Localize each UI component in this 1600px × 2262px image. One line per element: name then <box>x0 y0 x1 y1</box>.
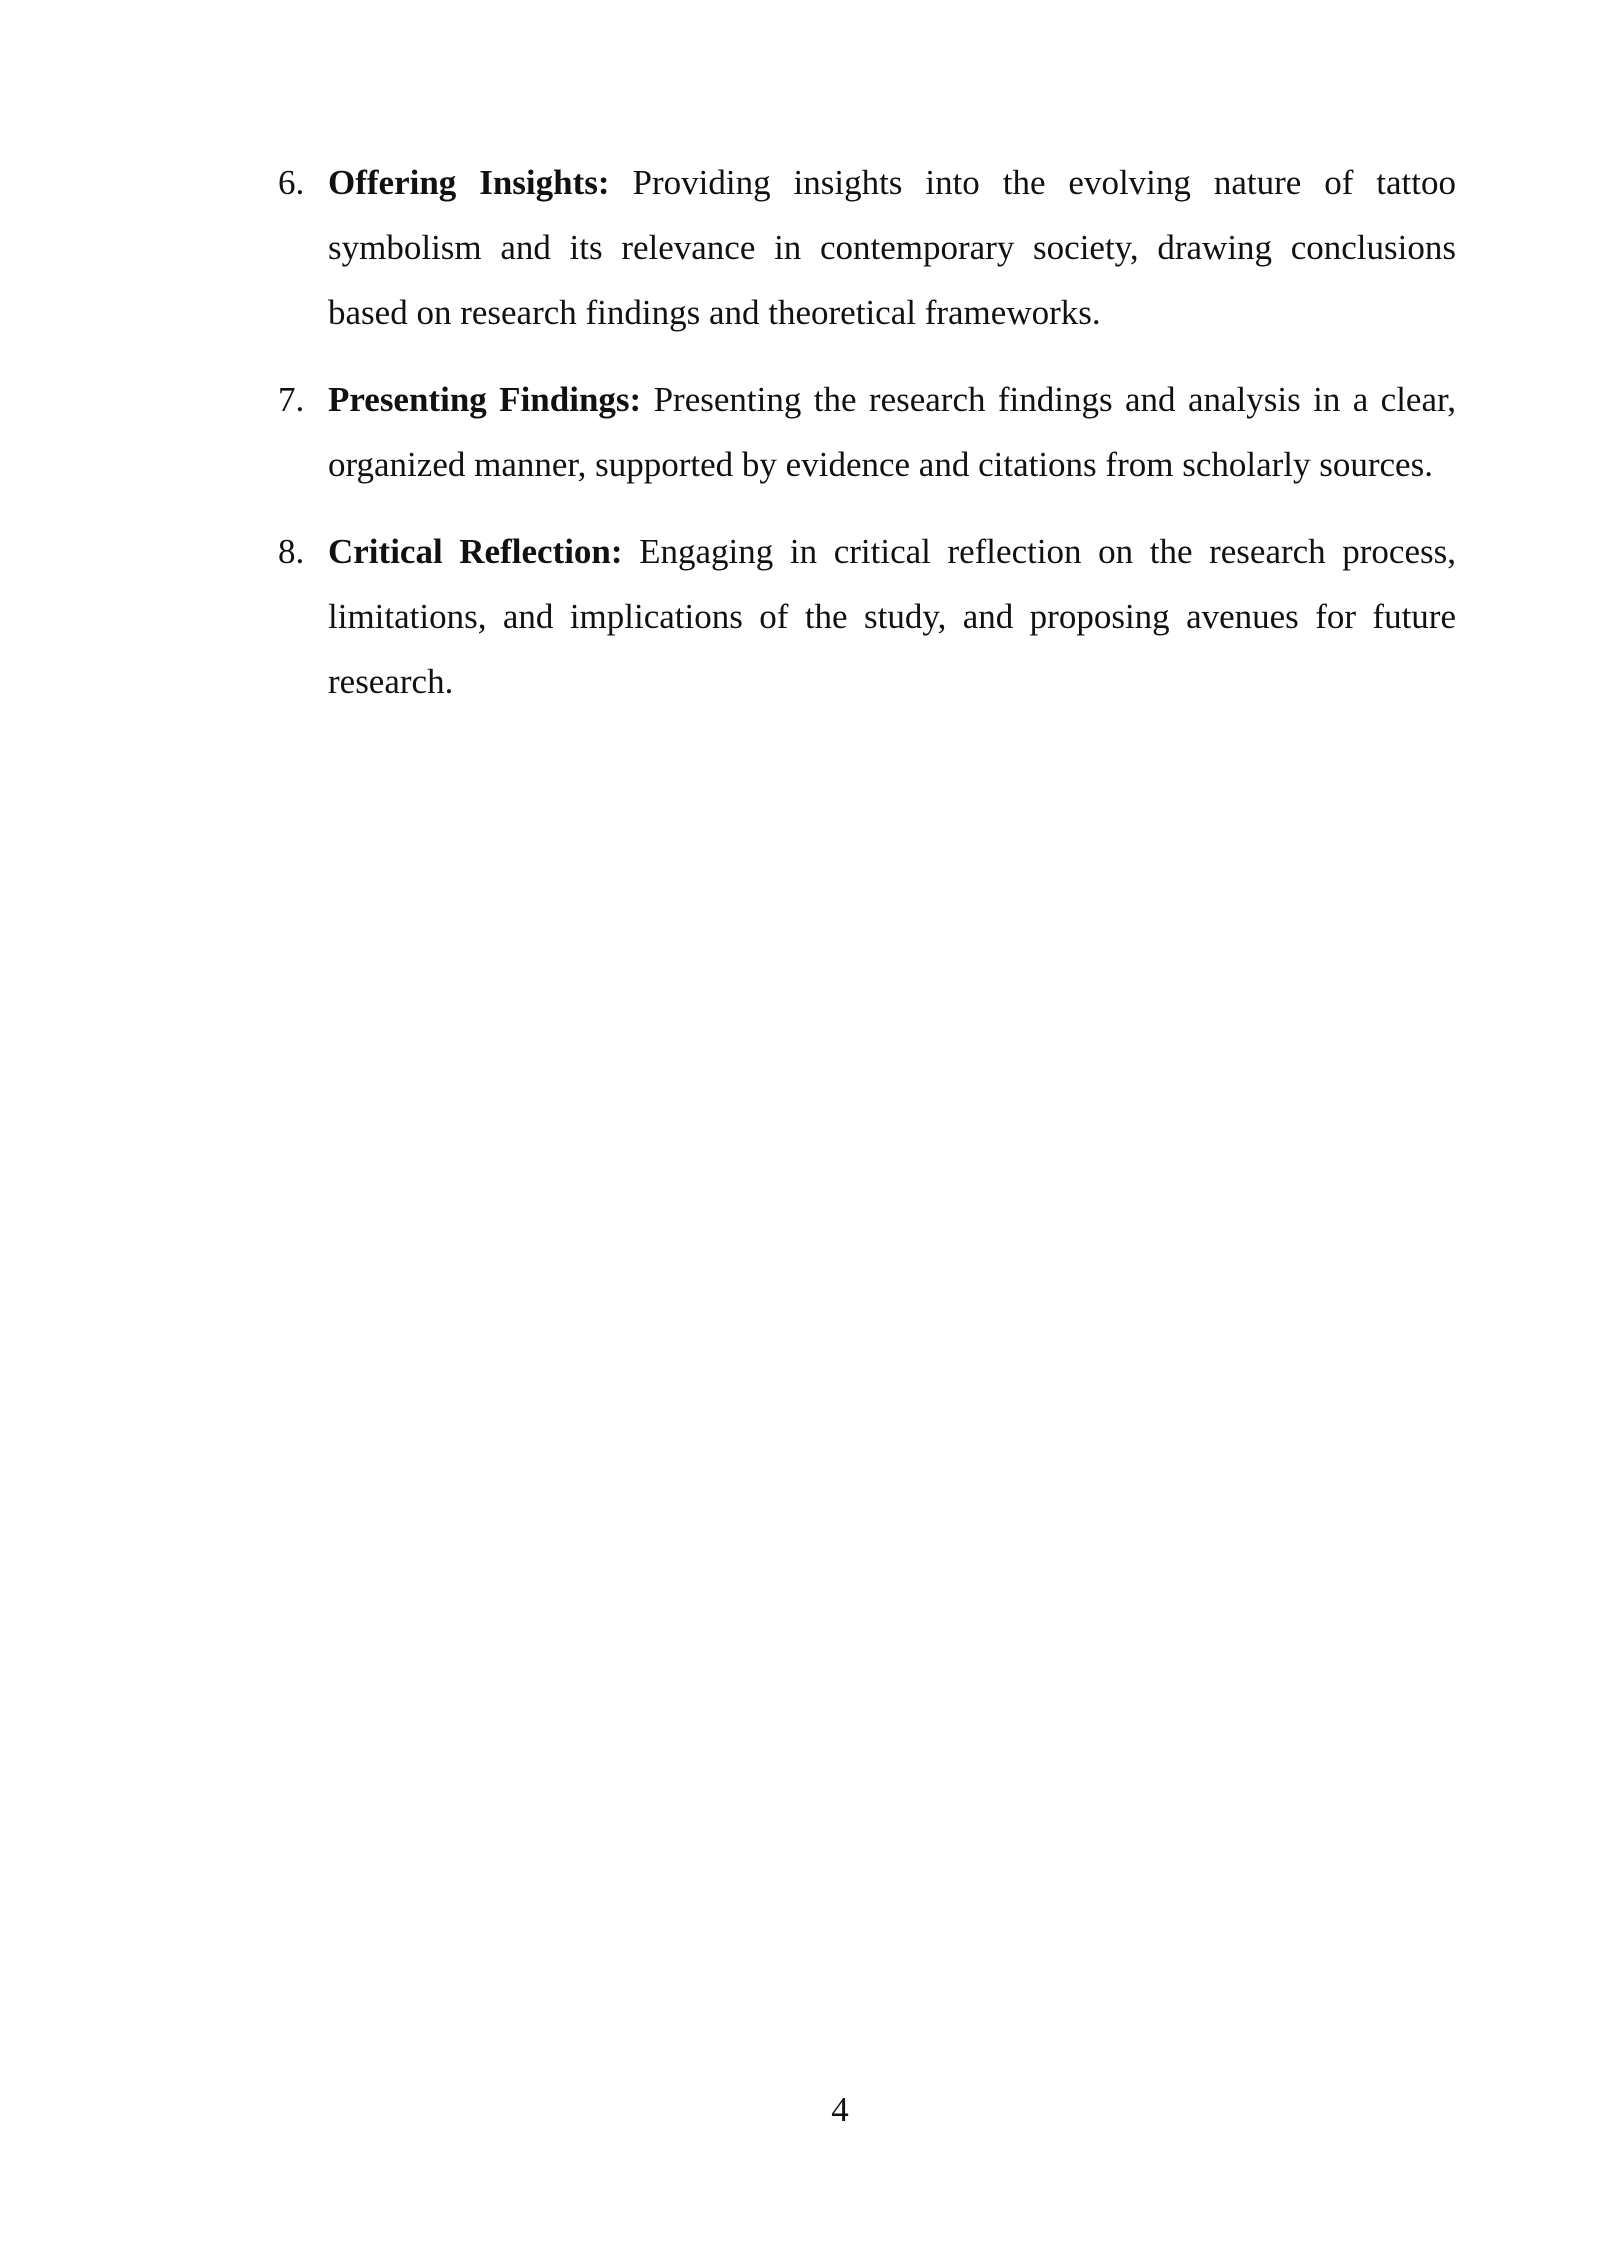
list-item-heading: Critical Reflection: <box>328 532 640 571</box>
list-item-number: 8. <box>278 532 305 571</box>
list-item-text: Engaging in critical reflection on the research process, limitations, and implications of the study, and proposing avenues for future research. <box>328 532 1456 701</box>
list-item-heading: Presenting Findings: <box>328 380 654 419</box>
list-item <box>278 367 1456 497</box>
numbered-list <box>278 150 1456 736</box>
list-item-number: 6. <box>278 163 305 202</box>
list-item <box>278 519 1456 714</box>
list-item <box>278 150 1456 345</box>
list-item-heading: Offering Insights: <box>328 163 633 202</box>
list-item-text: Providing insights into the evolving nature of tattoo symbolism and its relevance in contemporary society, drawing conclusions based on research findings and theoretical frameworks. <box>328 163 1457 332</box>
list-item-number: 7. <box>278 380 305 419</box>
list-item-text: Presenting the research findings and analysis in a clear, organized manner, supported by evidence and citations from scholarly sources. <box>328 380 1457 484</box>
page-number: 4 <box>831 2090 849 2129</box>
